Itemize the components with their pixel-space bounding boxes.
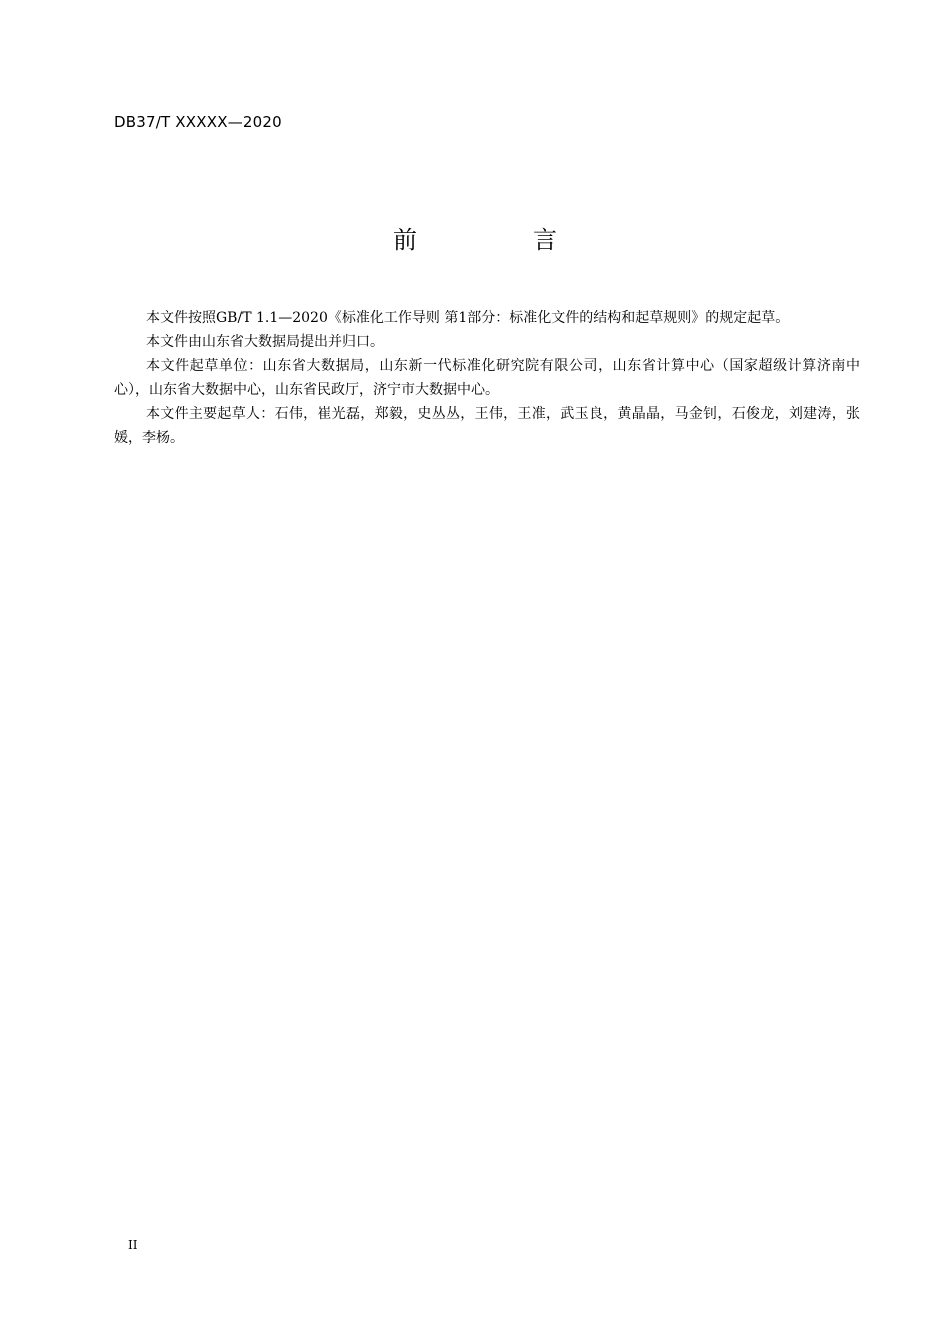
paragraph-drafting-rules: 本文件按照GB/T 1.1—2020《标准化工作导则 第1部分：标准化文件的结构和起草规则》的规定起草。: [146, 310, 790, 326]
paragraph-drafters: 本文件主要起草人：石伟，崔光磊，郑毅，史丛丛，王伟，王准，武玉良，黄晶晶，马金钊，石俊龙，刘建涛，张媛，李杨。: [114, 406, 860, 446]
page-number: II: [128, 1238, 138, 1252]
page-title: 前 言: [393, 226, 603, 254]
foreword-body: [114, 306, 860, 450]
document-code: DB37/T XXXXX—2020: [114, 113, 282, 131]
paragraph-proposer: 本文件由山东省大数据局提出并归口。: [146, 334, 384, 350]
paragraph-drafting-units: 本文件起草单位：山东省大数据局，山东新一代标准化研究院有限公司，山东省计算中心（国家超级计算济南中心），山东省大数据中心，山东省民政厅，济宁市大数据中心。: [114, 358, 860, 398]
